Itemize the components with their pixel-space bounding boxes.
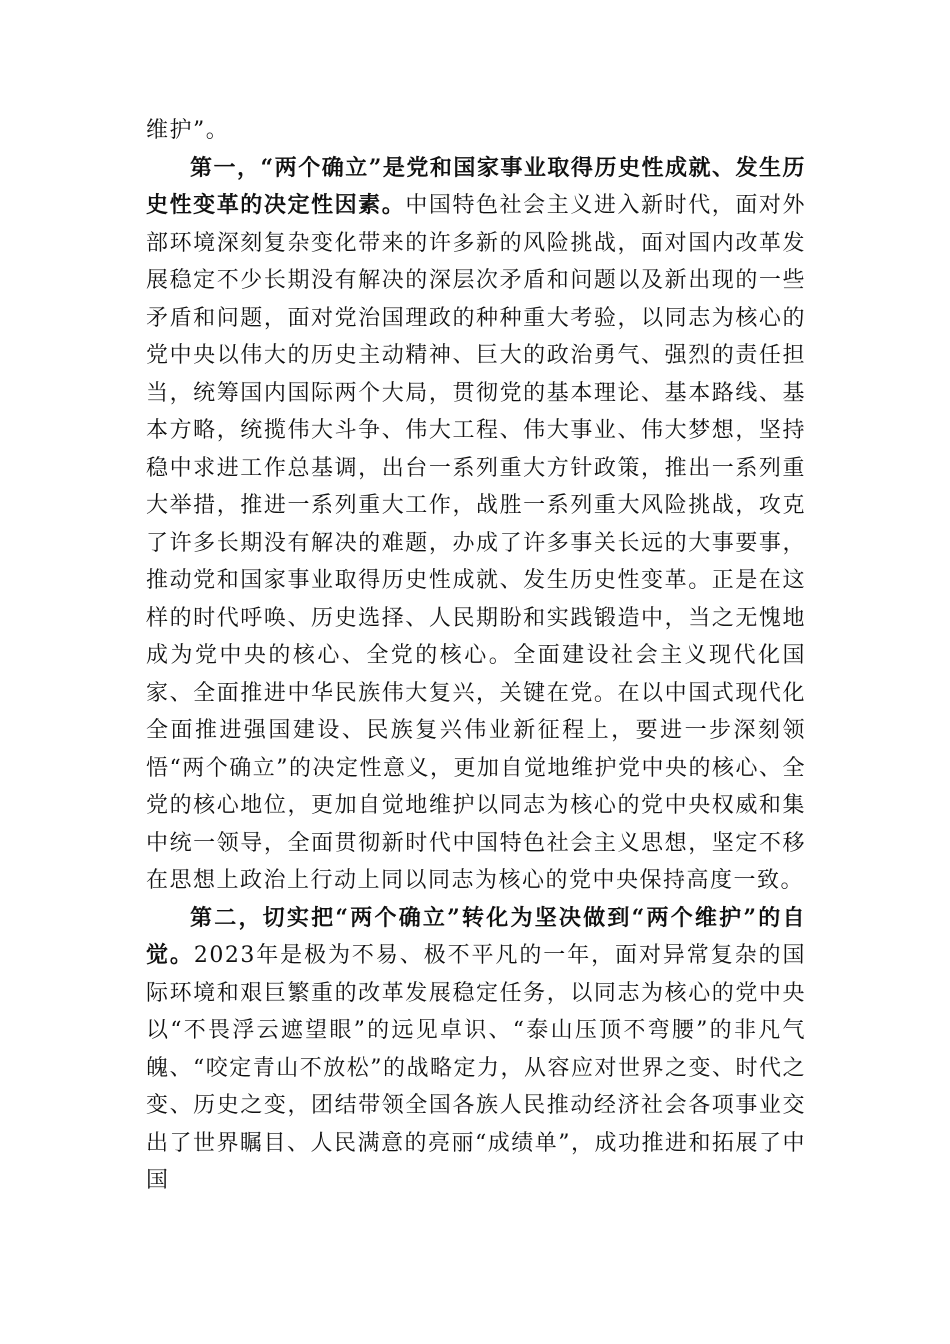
paragraph-heading: 第一，“两个确立”是党和国家事业取得历史性成就、发生历史性变革的决定性因素。: [146, 154, 806, 218]
paragraph-heading: 第二，切实把“两个确立”转化为坚决做到“两个维护”的自觉。: [146, 904, 806, 968]
paragraph-continuation: [146, 112, 806, 150]
paragraph-text: 2023年是极为不易、极不平凡的一年，面对异常复杂的国际环境和艰巨繁重的改革发展稳定任务，以同志为核心的党中央以“不畏浮云遮望眼”的远见卓识、“泰山压顶不弯腰”的非凡气魄、“咬定青山不放松”的战略定力，从容应对世界之变、时代之变、历史之变，团结带领全国各族人民推动经济社会各项事业交出了世界瞩目、人民满意的亮丽“成绩单”，成功推进和拓展了中国: [146, 943, 806, 1193]
paragraph-text: 维护”。: [146, 118, 230, 143]
paragraph-first-point: [146, 150, 806, 900]
paragraph-second-point: [146, 900, 806, 1200]
document-body: [146, 112, 806, 1200]
paragraph-text: 中国特色社会主义进入新时代，面对外部环境深刻复杂变化带来的许多新的风险挑战，面对国内改革发展稳定不少长期没有解决的深层次矛盾和问题以及新出现的一些矛盾和问题，面对党治国理政的种种重大考验，以同志为核心的党中央以伟大的历史主动精神、巨大的政治勇气、强烈的责任担当，统筹国内国际两个大局，贯彻党的基本理论、基本路线、基本方略，统揽伟大斗争、伟大工程、伟大事业、伟大梦想，坚持稳中求进工作总基调，出台一系列重大方针政策，推出一系列重大举措，推进一系列重大工作，战胜一系列重大风险挑战，攻克了许多长期没有解决的难题，办成了许多事关长远的大事要事，推动党和国家事业取得历史性成就、发生历史性变革。正是在这样的时代呼唤、历史选择、人民期盼和实践锻造中，当之无愧地成为党中央的核心、全党的核心。全面建设社会主义现代化国家、全面推进中华民族伟大复兴，关键在党。在以中国式现代化全面推进强国建设、民族复兴伟业新征程上，要进一步深刻领悟“两个确立”的决定性意义，更加自觉地维护党中央的核心、全党的核心地位，更加自觉地维护以同志为核心的党中央权威和集中统一领导，全面贯彻新时代中国特色社会主义思想，坚定不移在思想上政治上行动上同以同志为核心的党中央保持高度一致。: [146, 193, 806, 893]
